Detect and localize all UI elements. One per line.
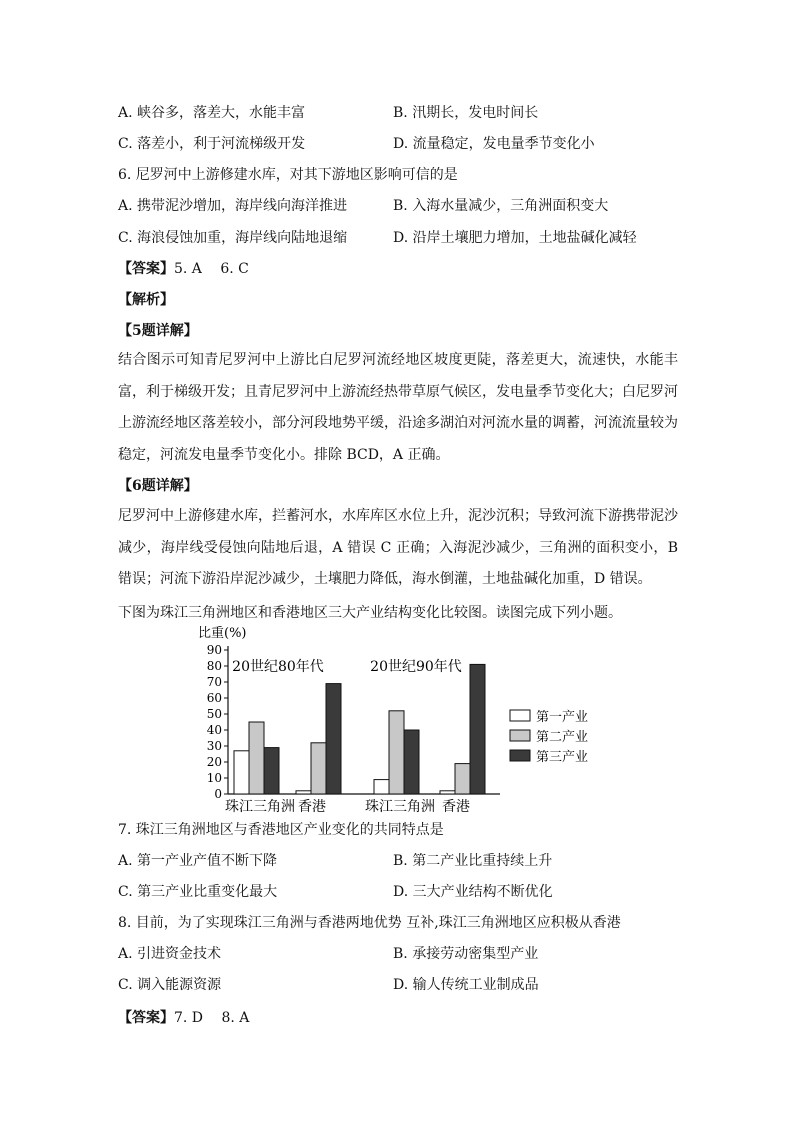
y-tick-label: 40 (206, 723, 222, 737)
q8-option-a: A. 引进资金技术 (118, 946, 222, 962)
q6-option-d: D. 沿岸土壤肥力增加，土地盐碱化减轻 (393, 230, 637, 246)
analysis-label: 【解析】 (118, 292, 174, 308)
answer-text: 5. A 6. C (174, 261, 249, 277)
q5-detail-text: 结合图示可知青尼罗河中上游比白尼罗河流经地区坡度更陡，落差更大，流速快，水能丰富，利于梯级开发；且青尼罗河中上游流经热带草原气候区，发电量季节变化大；白尼罗河上游流经地区落差较小，部分河段地势平缓，沿途多湖泊对河流水量的调蓄，河流流量较为稳定，河流发电量季节变化小。排除 BCD，A 正确。 (118, 352, 678, 463)
q5-option-b: B. 汛期长，发电时间长 (393, 105, 539, 121)
legend-label: 第三产业 (536, 750, 589, 765)
bar (326, 684, 341, 794)
bar (234, 751, 249, 794)
bar (374, 780, 389, 794)
bar (249, 722, 264, 794)
q5-option-d: D. 流量稳定，发电量季节变化小 (393, 136, 595, 152)
bar (455, 764, 470, 794)
q7-option-c: C. 第三产业比重变化最大 (118, 884, 278, 900)
legend-label: 第二产业 (536, 730, 589, 745)
bar (470, 664, 485, 794)
q5-option-a: A. 峡谷多，落差大，水能丰富 (118, 105, 306, 121)
legend-swatch (510, 710, 530, 721)
y-tick-label: 30 (206, 739, 222, 753)
bar (311, 743, 326, 794)
y-tick-label: 20 (206, 755, 222, 769)
answer-label: 【答案】 (118, 1010, 174, 1026)
y-tick-label: 60 (206, 691, 222, 705)
y-axis-label: 比重(%) (198, 626, 247, 641)
q8-option-d: D. 输人传统工业制成品 (393, 977, 539, 993)
q6-detail-text: 尼罗河中上游修建水库，拦蓄河水，水库库区水位上升，泥沙沉积；导致河流下游携带泥沙减少，海岸线受侵蚀向陆地后退，A 错误 C 正确；入海泥沙减少，三角洲的面积变小，B 错误；河流下游沿岸泥沙减少，土壤肥力降低，海水倒灌，土地盐碱化加重，D 错误。 (118, 508, 678, 587)
x-category-label: 珠江三角洲 (365, 799, 435, 815)
legend-swatch (510, 730, 530, 741)
industry-structure-chart (190, 623, 610, 818)
period-label: 20世纪80年代 (232, 659, 324, 675)
bar (440, 791, 455, 794)
q5-detail-label: 【5题详解】 (118, 323, 198, 339)
bar (264, 748, 279, 794)
answer-line-2 (118, 1008, 249, 1028)
q6-stem: 6. 尼罗河中上游修建水库，对其下游地区影响可信的是 (118, 167, 458, 183)
x-category-label: 香港 (442, 799, 470, 815)
x-category-label: 珠江三角洲 (225, 799, 295, 815)
q8-option-b: B. 承接劳动密集型产业 (393, 946, 539, 962)
y-tick-label: 80 (206, 659, 222, 673)
q7-option-a: A. 第一产业产值不断下降 (118, 853, 278, 869)
y-tick-label: 70 (206, 675, 222, 689)
chart-intro: 下图为珠江三角洲地区和香港地区三大产业结构变化比较图。读图完成下列小题。 (118, 605, 622, 621)
q8-stem: 8. 目前，为了实现珠江三角洲与香港两地优势 互补,珠江三角洲地区应积极从香港 (118, 915, 621, 931)
y-tick-label: 90 (206, 643, 222, 657)
y-tick-label: 10 (206, 771, 222, 785)
q7-option-b: B. 第二产业比重持续上升 (393, 853, 553, 869)
bar (389, 711, 404, 794)
q7-stem: 7. 珠江三角洲地区与香港地区产业变化的共同特点是 (118, 822, 444, 838)
legend-label: 第一产业 (536, 710, 589, 725)
q6-detail-label: 【6题详解】 (118, 478, 198, 494)
y-tick-label: 50 (206, 707, 222, 721)
q6-option-a: A. 携带泥沙增加，海岸线向海洋推进 (118, 198, 348, 214)
q6-option-b: B. 入海水量减少，三角洲面积变大 (393, 198, 609, 214)
bar (296, 791, 311, 794)
q7-option-d: D. 三大产业结构不断优化 (393, 884, 553, 900)
x-category-label: 香港 (298, 799, 326, 815)
y-tick-label: 0 (214, 787, 222, 801)
answer-text: 7. D 8. A (174, 1010, 250, 1026)
q8-option-c: C. 调入能源资源 (118, 977, 222, 993)
answer-line-1 (118, 259, 249, 279)
q6-option-c: C. 海浪侵蚀加重，海岸线向陆地退缩 (118, 230, 348, 246)
answer-label: 【答案】 (118, 261, 174, 277)
period-label: 20世纪90年代 (370, 659, 462, 675)
bar (404, 730, 419, 794)
legend-swatch (510, 750, 530, 761)
q5-option-c: C. 落差小，利于河流梯级开发 (118, 136, 306, 152)
